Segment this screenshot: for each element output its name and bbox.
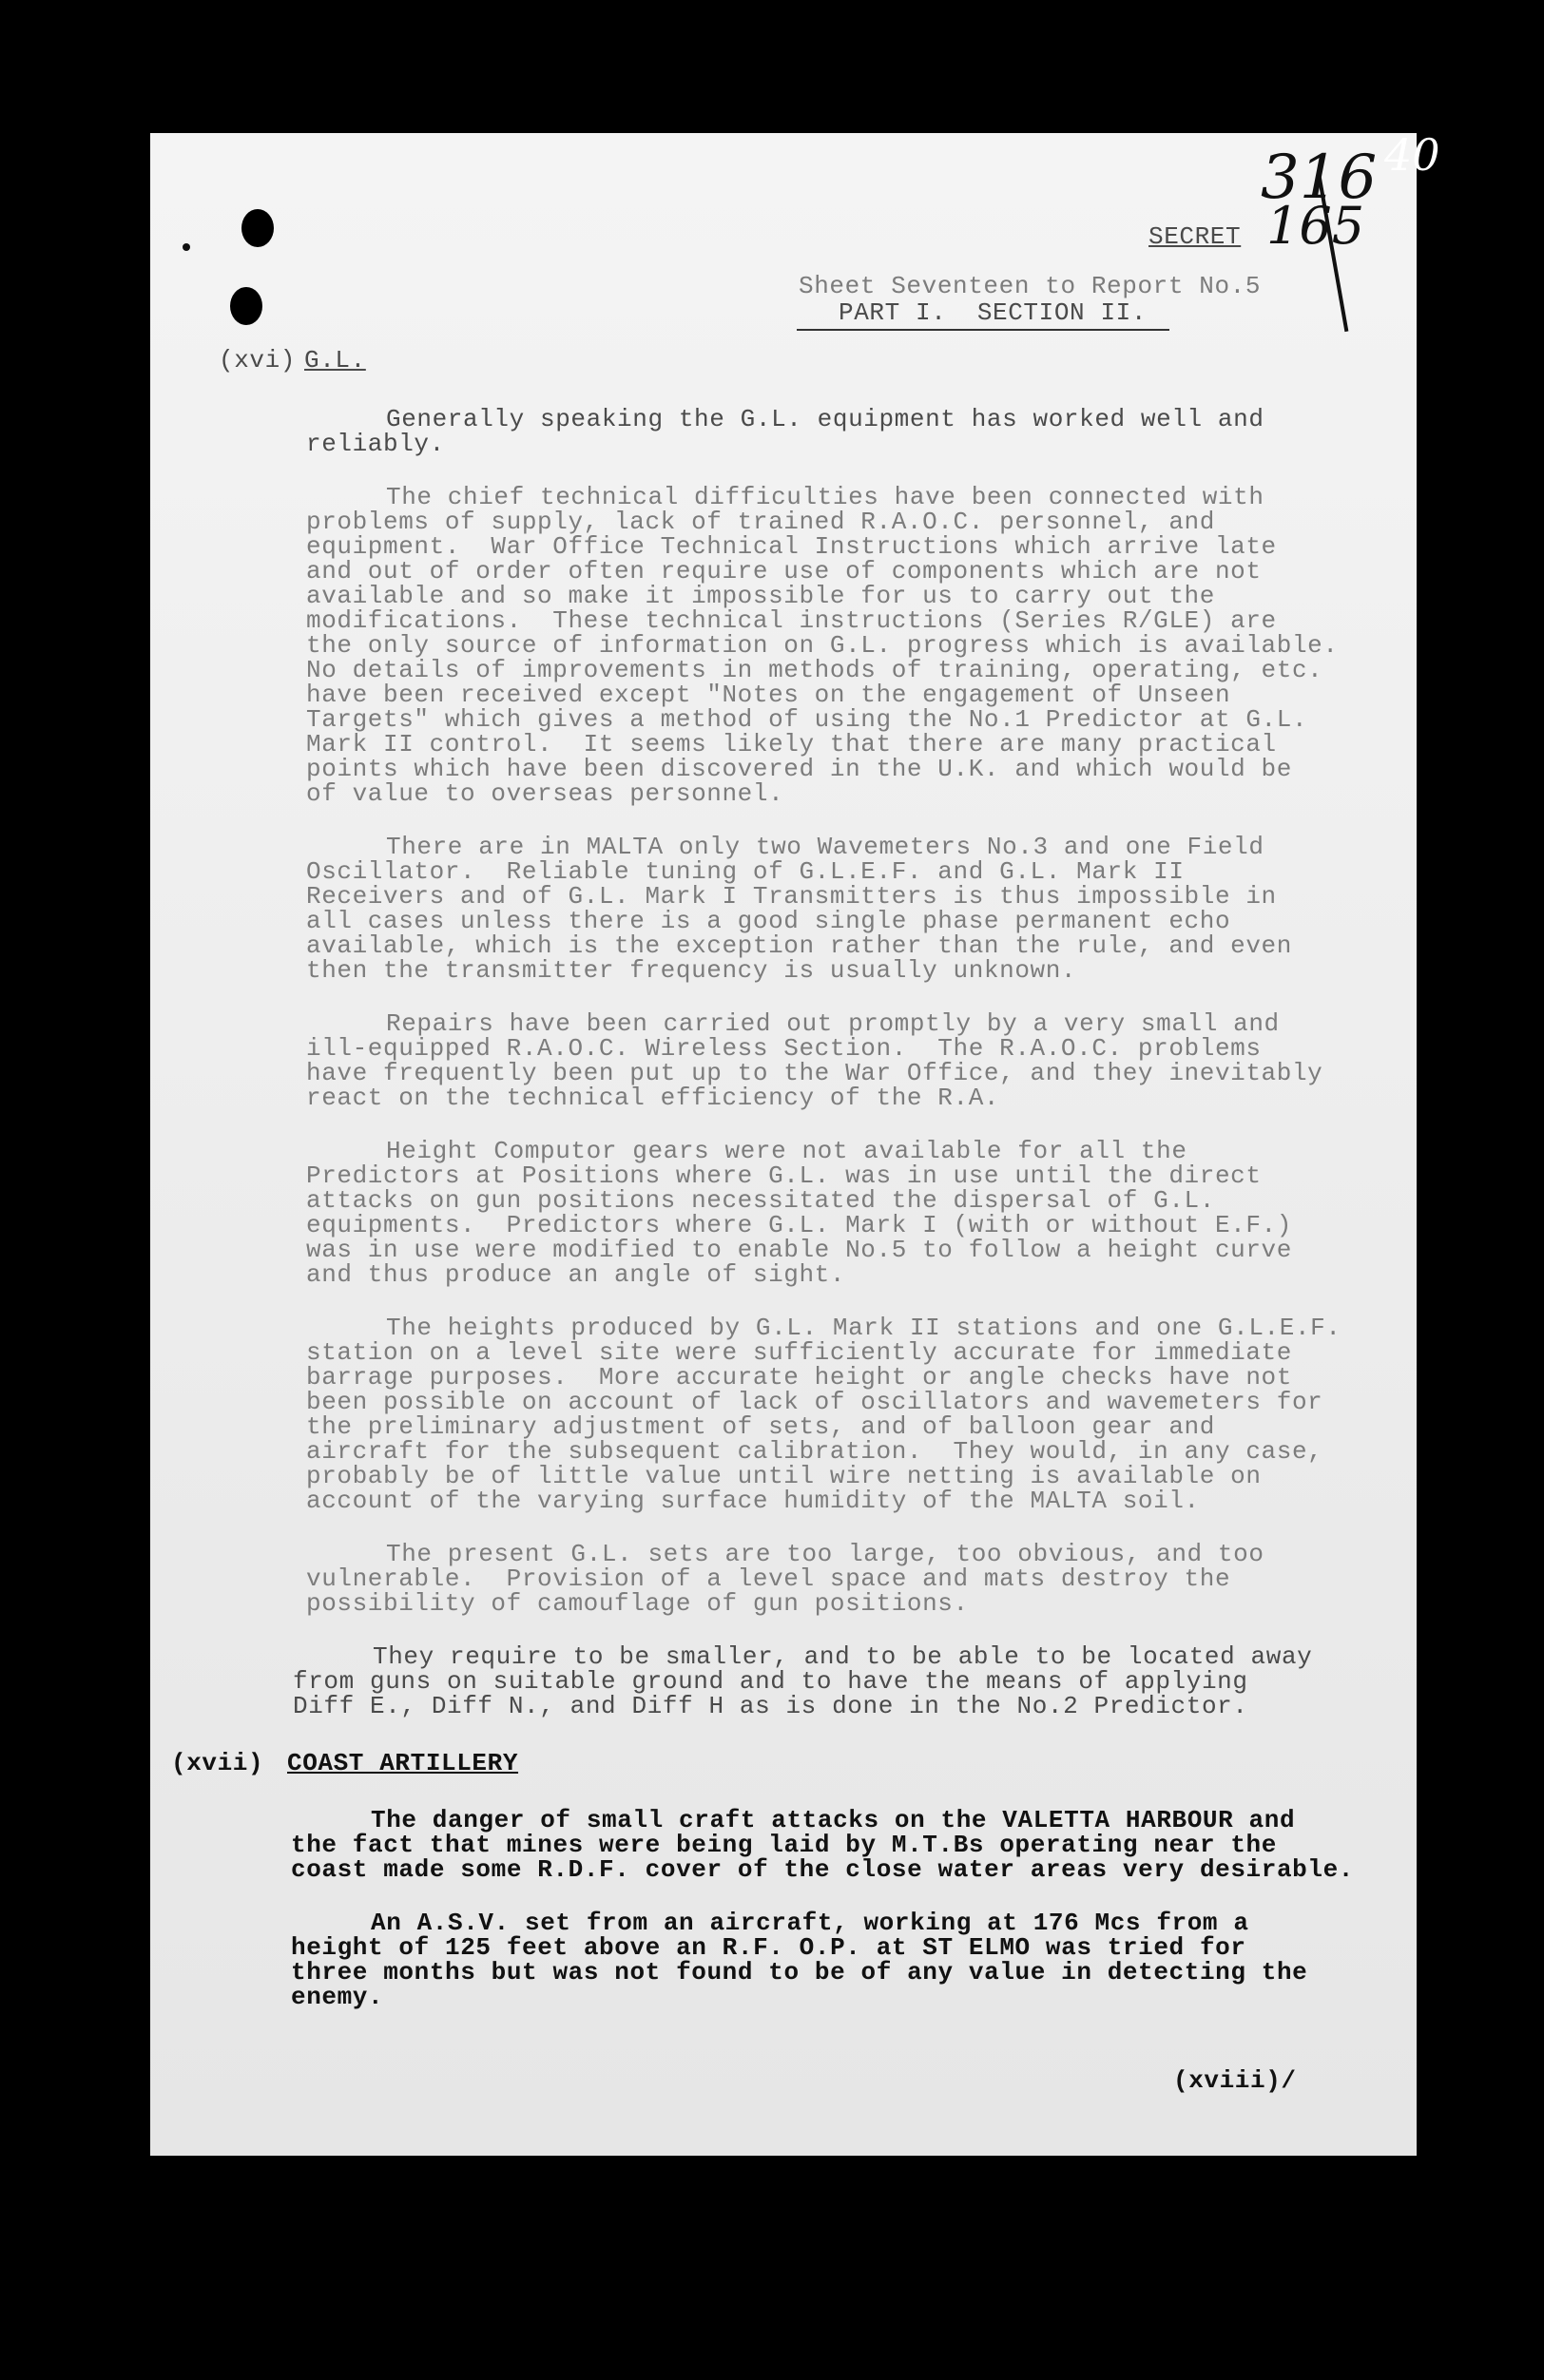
section-number: (xvii) <box>171 1749 264 1777</box>
body-line: the only source of information on G.L. progress which is available. <box>306 631 1339 660</box>
body-line: account of the varying surface humidity of the MALTA soil. <box>306 1487 1200 1515</box>
body-line: barrage purposes. More accurate height or angle checks have not <box>306 1363 1292 1392</box>
body-line: The heights produced by G.L. Mark II stations and one G.L.E.F. <box>386 1314 1341 1342</box>
body-line: available and so make it impossible for us to carry out the <box>306 582 1215 610</box>
handwritten-margin-number: 40 <box>1384 129 1440 181</box>
body-line: Diff E., Diff N., and Diff H as is done in the No.2 Predictor. <box>293 1692 1248 1720</box>
body-line: then the transmitter frequency is usually unknown. <box>306 956 1077 985</box>
document-page <box>150 133 1417 2156</box>
body-line: was in use were modified to enable No.5 to follow a height curve <box>306 1236 1292 1264</box>
body-line: They require to be smaller, and to be able to be located away <box>373 1642 1313 1671</box>
part-section-reference: PART I. SECTION II. <box>797 298 1169 331</box>
punch-hole-top <box>241 209 274 247</box>
classification-label: SECRET <box>1148 222 1242 251</box>
body-line: coast made some R.D.F. cover of the close water areas very desirable. <box>291 1855 1354 1884</box>
body-line: from guns on suitable ground and to have the means of applying <box>293 1667 1248 1696</box>
body-line: Oscillator. Reliable tuning of G.L.E.F. and G.L. Mark II <box>306 857 1185 886</box>
punch-hole-bottom <box>230 287 262 325</box>
body-line: aircraft for the subsequent calibration. They would, in any case, <box>306 1437 1323 1466</box>
body-line: of value to overseas personnel. <box>306 779 784 808</box>
body-line: equipments. Predictors where G.L. Mark I (with or without E.F.) <box>306 1211 1292 1239</box>
body-line: The chief technical difficulties have been connected with <box>386 483 1264 511</box>
handwritten-page-number: 165 <box>1266 196 1365 256</box>
body-line: Repairs have been carried out promptly by a very small and <box>386 1009 1280 1038</box>
body-line: Receivers and of G.L. Mark I Transmitters is thus impossible in <box>306 882 1277 911</box>
body-line: available, which is the exception rather than the rule, and even <box>306 931 1292 960</box>
body-line: the fact that mines were being laid by M.T.Bs operating near the <box>291 1831 1277 1859</box>
body-line: probably be of little value until wire netting is available on <box>306 1462 1262 1490</box>
body-line: and out of order often require use of components which are not <box>306 557 1262 585</box>
sheet-reference: Sheet Seventeen to Report No.5 <box>799 272 1262 300</box>
body-line: possibility of camouflage of gun positions. <box>306 1589 969 1618</box>
body-line: points which have been discovered in the U.K. and which would be <box>306 755 1292 783</box>
body-line: react on the technical efficiency of the R.A. <box>306 1084 1000 1112</box>
body-line: The danger of small craft attacks on the VALETTA HARBOUR and <box>371 1806 1296 1834</box>
body-line: There are in MALTA only two Wavemeters No.3 and one Field <box>386 833 1264 861</box>
stray-mark <box>183 243 190 251</box>
body-line: Targets" which gives a method of using the No.1 Predictor at G.L. <box>306 705 1308 734</box>
body-line: have frequently been put up to the War Office, and they inevitably <box>306 1059 1323 1087</box>
section-number: (xvi) <box>219 346 297 374</box>
section-heading: COAST ARTILLERY <box>287 1749 519 1777</box>
body-line: attacks on gun positions necessitated the dispersal of G.L. <box>306 1186 1215 1215</box>
body-line: vulnerable. Provision of a level space and mats destroy the <box>306 1564 1231 1593</box>
body-line: station on a level site were sufficiently accurate for immediate <box>306 1338 1292 1367</box>
body-line: The present G.L. sets are too large, too obvious, and too <box>386 1540 1264 1568</box>
body-line: the preliminary adjustment of sets, and of balloon gear and <box>306 1412 1215 1441</box>
body-line: problems of supply, lack of trained R.A.O.C. personnel, and <box>306 508 1215 536</box>
body-line: No details of improvements in methods of training, operating, etc. <box>306 656 1323 684</box>
section-heading: G.L. <box>304 346 366 374</box>
handwritten-folio-number: 316 <box>1261 143 1378 213</box>
body-line: been possible on account of lack of oscillators and wavemeters for <box>306 1388 1323 1416</box>
body-line: Height Computor gears were not available for all the <box>386 1137 1187 1165</box>
body-line: enemy. <box>291 1983 384 2011</box>
catchword: (xviii)/ <box>1173 2066 1297 2095</box>
body-line: Generally speaking the G.L. equipment has worked well and <box>386 405 1264 433</box>
body-line: Predictors at Positions where G.L. was in use until the direct <box>306 1161 1262 1190</box>
body-line: An A.S.V. set from an aircraft, working at 176 Mcs from a <box>371 1909 1249 1937</box>
body-line: ill-equipped R.A.O.C. Wireless Section. The R.A.O.C. problems <box>306 1034 1262 1063</box>
body-line: height of 125 feet above an R.F. O.P. at ST ELMO was tried for <box>291 1933 1246 1962</box>
body-line: three months but was not found to be of any value in detecting the <box>291 1958 1308 1987</box>
body-line: Mark II control. It seems likely that there are many practical <box>306 730 1277 758</box>
body-line: equipment. War Office Technical Instructions which arrive late <box>306 532 1277 561</box>
body-line: and thus produce an angle of sight. <box>306 1260 846 1289</box>
body-line: have been received except "Notes on the engagement of Unseen <box>306 681 1231 709</box>
body-line: modifications. These technical instructions (Series R/GLE) are <box>306 606 1277 635</box>
body-line: reliably. <box>306 430 445 458</box>
body-line: all cases unless there is a good single phase permanent echo <box>306 907 1231 935</box>
